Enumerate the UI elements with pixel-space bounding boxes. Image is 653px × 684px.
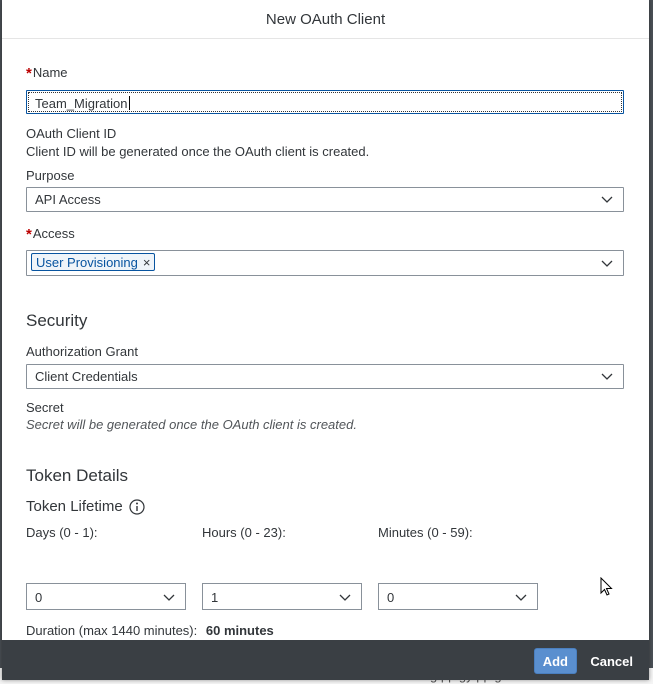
secret-text: Secret will be generated once the OAuth client is created. <box>26 417 357 432</box>
days-value: 0 <box>35 590 43 605</box>
chevron-down-icon <box>601 194 613 204</box>
required-marker: * <box>26 226 32 243</box>
secret-label: Secret <box>26 400 64 415</box>
name-label: *Name <box>26 65 68 82</box>
token-lifetime-label: Token Lifetime <box>26 498 145 515</box>
authorization-grant-value: Client Credentials <box>35 369 138 384</box>
chevron-down-icon <box>339 592 351 602</box>
access-multicombobox[interactable] <box>26 250 624 276</box>
security-title: Security <box>26 311 88 330</box>
close-icon[interactable]: × <box>142 254 151 270</box>
required-marker: * <box>26 65 32 82</box>
minutes-value: 0 <box>387 590 395 605</box>
chevron-down-icon <box>601 371 613 381</box>
chevron-down-icon <box>515 592 527 602</box>
hours-select[interactable] <box>202 583 362 610</box>
new-oauth-client-dialog <box>2 0 649 680</box>
client-id-label: OAuth Client ID <box>26 126 117 141</box>
cancel-button[interactable]: Cancel <box>590 653 633 669</box>
hours-label: Hours (0 - 23): <box>202 525 286 540</box>
name-input-value: Team_Migration <box>35 96 128 111</box>
minutes-select[interactable] <box>378 583 538 610</box>
chevron-down-icon[interactable] <box>601 258 613 268</box>
access-token-label: User Provisioning <box>36 254 138 270</box>
purpose-select[interactable] <box>26 187 624 212</box>
authorization-grant-label: Authorization Grant <box>26 344 139 359</box>
dialog-footer <box>2 640 649 680</box>
purpose-value: API Access <box>35 192 101 207</box>
duration-value: 60 minutes <box>205 623 274 638</box>
info-icon[interactable] <box>129 499 145 515</box>
duration-row <box>26 623 274 638</box>
mouse-pointer-icon <box>600 577 614 597</box>
days-label: Days (0 - 1): <box>26 525 98 540</box>
chevron-down-icon <box>163 592 175 602</box>
add-button[interactable]: Add <box>534 648 577 674</box>
purpose-label: Purpose <box>26 168 75 183</box>
dialog-title: New OAuth Client <box>265 10 386 28</box>
access-token[interactable] <box>31 253 155 271</box>
dialog-header <box>2 0 649 39</box>
name-input[interactable] <box>26 90 624 114</box>
minutes-label: Minutes (0 - 59): <box>378 525 473 540</box>
client-id-text: Client ID will be generated once the OAuth client is created. <box>26 144 370 159</box>
token-details-title: Token Details <box>26 466 129 485</box>
hours-value: 1 <box>211 590 219 605</box>
access-label: *Access <box>26 226 75 243</box>
days-select[interactable] <box>26 583 186 610</box>
duration-label: Duration (max 1440 minutes): <box>26 623 198 638</box>
authorization-grant-select[interactable] <box>26 364 624 389</box>
